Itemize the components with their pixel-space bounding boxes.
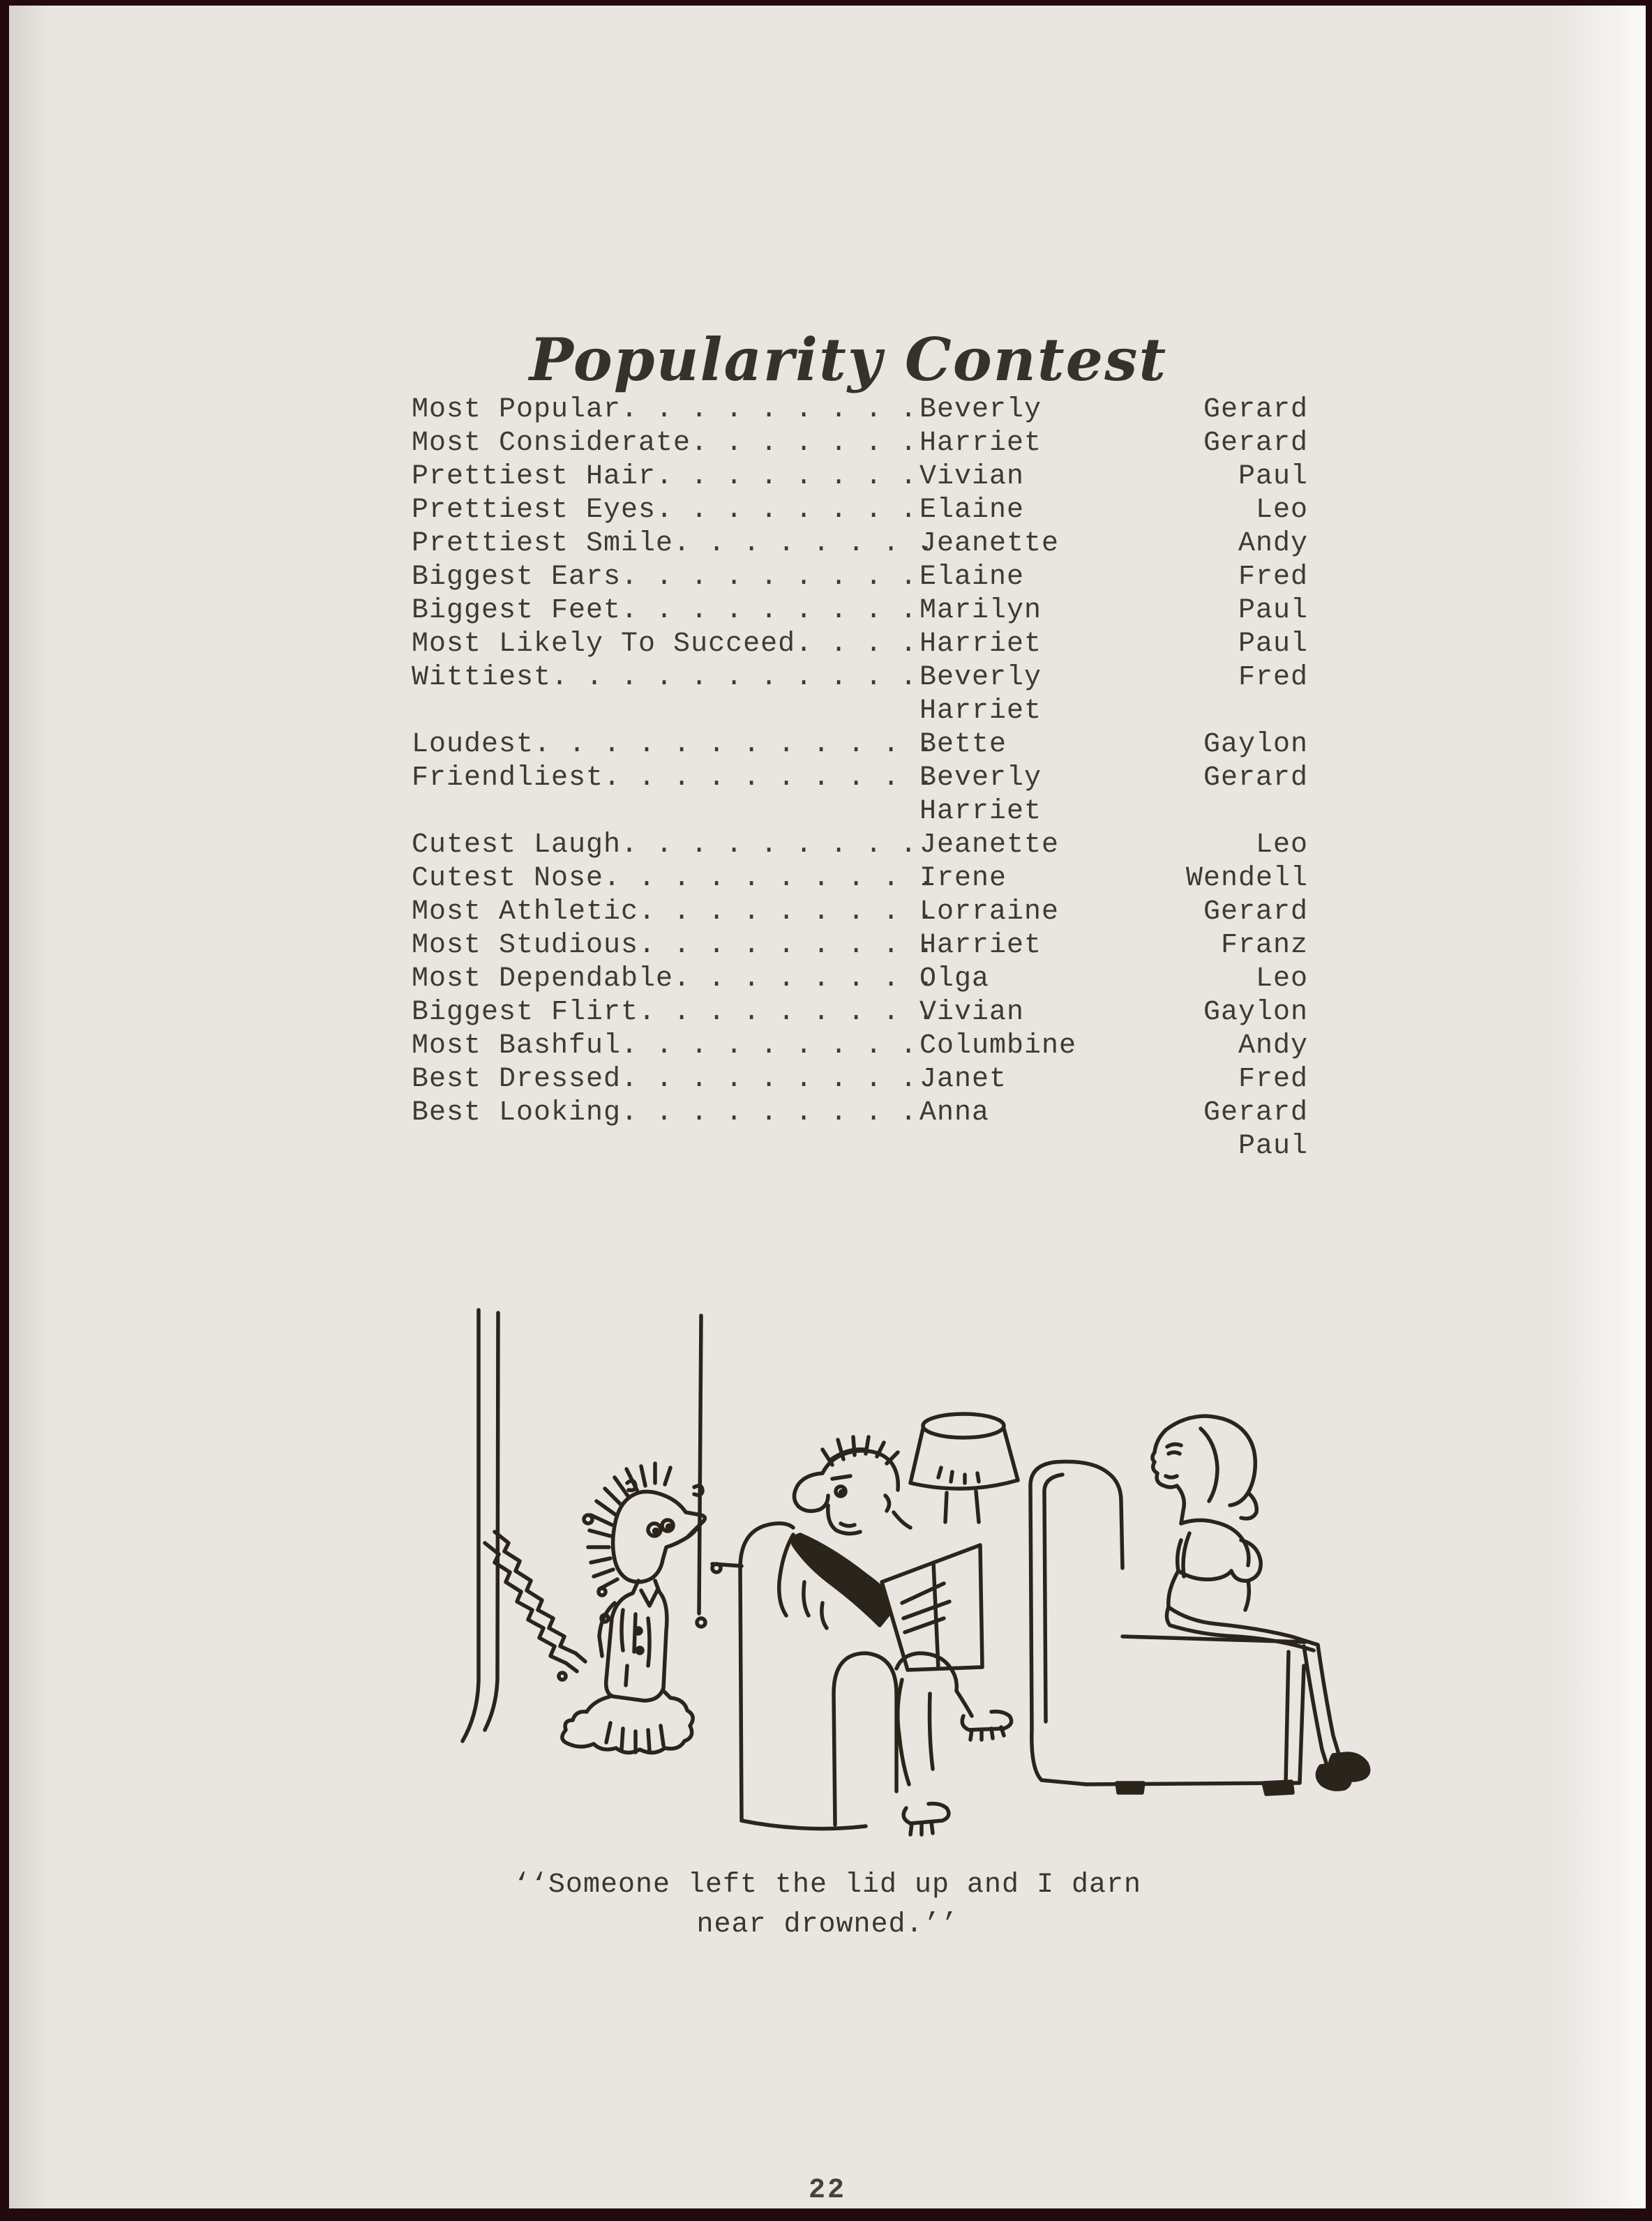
leader-dots: . . . . . . . . . . <box>603 762 936 794</box>
category-label: Most Likely To Succeed <box>412 628 796 660</box>
contest-row <box>412 1097 1308 1164</box>
girl-winner-second: Harriet <box>919 695 1042 727</box>
page-number: 22 <box>808 2175 846 2206</box>
category-label: Biggest Feet <box>412 595 622 626</box>
category-label: Loudest <box>412 729 534 760</box>
category-label: Most Considerate <box>412 428 691 459</box>
popularity-contest-list <box>412 393 1308 1164</box>
contest-row <box>412 762 1308 829</box>
boy-winner-second: Paul <box>1238 1131 1308 1162</box>
boy-winner: Gerard <box>1203 762 1308 794</box>
girl-winner: Lorraine <box>919 896 1060 928</box>
boy-winner: Fred <box>1238 1064 1308 1095</box>
girl-winner: Marilyn <box>919 595 1042 626</box>
boy-winner: Paul <box>1238 461 1308 492</box>
contest-row <box>412 1063 1308 1097</box>
contest-row <box>412 963 1308 996</box>
cartoon-caption <box>9 1865 1646 1945</box>
floor-lamp <box>910 1414 1018 1522</box>
leader-dots: . . . . . . . . . <box>638 997 936 1028</box>
leader-dots: . . . . . . . . . <box>621 1030 918 1062</box>
category-label: Most Dependable <box>412 963 674 995</box>
category-label: Prettiest Smile <box>412 528 674 559</box>
girl-winner: Columbine <box>919 1030 1077 1062</box>
contest-row <box>412 661 1308 728</box>
boy-winner: Gaylon <box>1203 729 1308 760</box>
girl-winner: Bette <box>919 729 1007 760</box>
category-label: Cutest Nose <box>412 863 604 894</box>
leader-dots: . . . . . . . . . . . <box>551 662 918 693</box>
category-label: Prettiest Eyes <box>412 495 656 526</box>
boy-winner: Leo <box>1255 829 1308 861</box>
category-label: Best Dressed <box>412 1064 622 1095</box>
boy-winner: Andy <box>1238 1030 1308 1062</box>
cartoon-illustration <box>414 1303 1390 1861</box>
boy-winner: Gerard <box>1203 428 1308 459</box>
leader-dots: . . . . <box>795 628 918 660</box>
leader-dots: . . . . . . . . <box>656 461 918 492</box>
girl-winner: Harriet <box>919 628 1042 660</box>
contest-row <box>412 728 1308 762</box>
seated-woman <box>1152 1416 1369 1789</box>
category-label: Cutest Laugh <box>412 829 622 861</box>
caption-line-2: near drowned.’’ <box>696 1909 959 1941</box>
girl-winner: Jeanette <box>919 528 1060 559</box>
boy-winner: Gerard <box>1203 394 1308 426</box>
category-label: Wittiest <box>412 662 552 693</box>
boy-winner: Paul <box>1238 628 1308 660</box>
girl-winner: Irene <box>919 863 1007 894</box>
contest-row <box>412 862 1308 896</box>
girl-winner: Jeanette <box>919 829 1060 861</box>
leader-dots: . . . . . . . . <box>673 963 936 995</box>
leader-dots: . . . . . . . . . <box>621 562 918 593</box>
girl-winner-second: Harriet <box>919 796 1042 827</box>
contest-row <box>412 460 1308 494</box>
girl-winner: Elaine <box>919 562 1025 593</box>
leader-dots: . . . . . . . . . . . . <box>534 729 936 760</box>
girl-winner: Vivian <box>919 461 1025 492</box>
boy-winner: Franz <box>1220 930 1308 961</box>
category-label: Best Looking <box>412 1097 622 1129</box>
category-label: Most Popular <box>412 394 622 426</box>
wet-trail <box>485 1532 585 1671</box>
contest-row <box>412 628 1308 661</box>
contest-row <box>412 594 1308 628</box>
category-label: Biggest Flirt <box>412 997 639 1028</box>
category-label: Biggest Ears <box>412 562 622 593</box>
contest-row <box>412 996 1308 1030</box>
leader-dots: . . . . . . . <box>691 428 918 459</box>
girl-winner: Elaine <box>919 495 1025 526</box>
girl-winner: Harriet <box>919 930 1042 961</box>
category-label: Most Studious <box>412 930 639 961</box>
girl-winner: Anna <box>919 1097 990 1129</box>
boy-winner: Gerard <box>1203 1097 1308 1129</box>
girl-winner: Vivian <box>919 997 1025 1028</box>
contest-row <box>412 929 1308 963</box>
boy-winner: Paul <box>1238 595 1308 626</box>
contest-row <box>412 829 1308 862</box>
contest-row <box>412 561 1308 594</box>
door-frame <box>463 1310 498 1741</box>
leader-dots: . . . . . . . . . <box>621 1097 918 1129</box>
leader-dots: . . . . . . . . <box>673 528 936 559</box>
boy-winner: Wendell <box>1185 863 1308 894</box>
boy-winner: Andy <box>1238 528 1308 559</box>
category-label: Friendliest <box>412 762 604 794</box>
leader-dots: . . . . . . . . . <box>621 1064 918 1095</box>
contest-row <box>412 1030 1308 1063</box>
contest-row <box>412 393 1308 427</box>
boy-winner: Gaylon <box>1203 997 1308 1028</box>
contest-row <box>412 427 1308 460</box>
leader-dots: . . . . . . . . . <box>621 829 918 861</box>
boy-winner: Gerard <box>1203 896 1308 928</box>
boy-winner: Leo <box>1255 495 1308 526</box>
yearbook-page <box>9 6 1646 2208</box>
contest-row <box>412 527 1308 561</box>
category-label: Most Athletic <box>412 896 639 928</box>
girl-winner: Olga <box>919 963 990 995</box>
boy-winner: Fred <box>1238 562 1308 593</box>
contest-row <box>412 896 1308 929</box>
caption-line-1: ‘‘Someone left the lid up and I darn <box>513 1869 1142 1901</box>
leader-dots: . . . . . . . . . <box>638 930 936 961</box>
contest-row <box>412 494 1308 527</box>
category-label: Prettiest Hair <box>412 461 656 492</box>
boy-winner: Leo <box>1255 963 1308 995</box>
girl-winner: Janet <box>919 1064 1007 1095</box>
page-title: Popularity Contest <box>529 325 1168 395</box>
girl-winner: Beverly <box>919 662 1042 693</box>
girl-winner: Beverly <box>919 394 1042 426</box>
leader-dots: . . . . . . . . . . <box>603 863 936 894</box>
leader-dots: . . . . . . . . . <box>638 896 936 928</box>
boy-winner: Fred <box>1238 662 1308 693</box>
girl-winner: Harriet <box>919 428 1042 459</box>
womans-armchair <box>1030 1461 1305 1794</box>
leader-dots: . . . . . . . . <box>656 495 918 526</box>
leader-dots: . . . . . . . . . <box>621 595 918 626</box>
category-label: Most Bashful <box>412 1030 622 1062</box>
girl-winner: Beverly <box>919 762 1042 794</box>
wet-child <box>559 1463 721 1753</box>
leader-dots: . . . . . . . . . <box>621 394 918 426</box>
